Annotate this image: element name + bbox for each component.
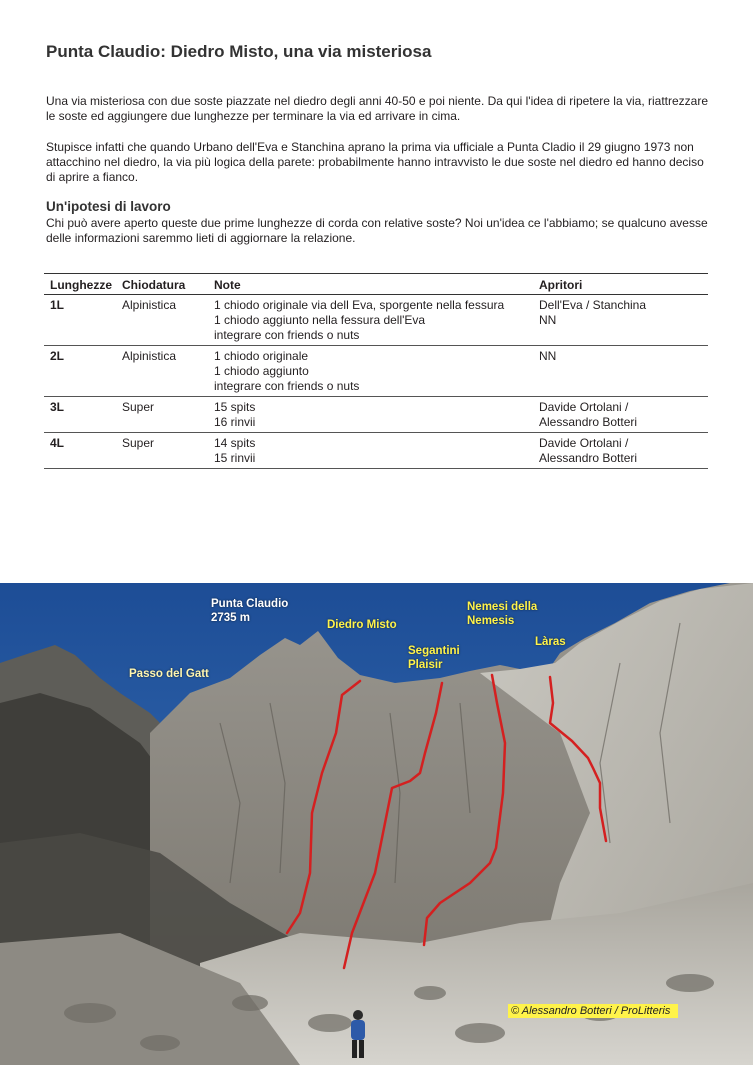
label-nemesi-line-2: Nemesis (467, 615, 515, 627)
route-topo-photo (0, 583, 753, 1065)
opener-line: Davide Ortolani / (539, 400, 629, 414)
table-header-row (44, 274, 708, 295)
intro-paragraph-2: Stupisce infatti che quando Urbano dell'Eva e Stanchina aprano la prima via ufficiale a Punta Cladio il 29 giugno 1973 non attacchino nel diedro, la via più logica della parete: probabilmente hanno intravvisto le due soste nel diedro ed hanno deciso di aprire a fianco. (46, 140, 704, 184)
header-openers: Apritori (533, 274, 708, 295)
opener-line: NN (539, 349, 557, 363)
opener-line: Davide Ortolani / (539, 436, 629, 450)
opener-line: NN (539, 313, 557, 327)
note-line: 1 chiodo aggiunto (214, 364, 309, 378)
pitch-length: 4L (44, 433, 116, 469)
pitch-openers (533, 346, 708, 397)
note-line: 1 chiodo aggiunto nella fessura dell'Eva (214, 313, 426, 327)
label-passo-del-gatt: Passo del Gatt (129, 668, 209, 680)
note-line: integrare con friends o nuts (214, 328, 360, 342)
note-line: 15 rinvii (214, 451, 256, 465)
pitch-notes (208, 346, 533, 397)
intro-paragraph-1: Una via misteriosa con due soste piazzate nel diedro degli anni 40-50 e poi niente. Da qui l'idea di ripetere la via, riattrezzare le soste ed aggiungere due lunghezze per terminare la via ed arrivare in cima. (46, 94, 709, 123)
table-row (44, 433, 708, 469)
pitch-notes (208, 397, 533, 433)
header-protection: Chiodatura (116, 274, 208, 295)
opener-line: Alessandro Botteri (539, 451, 638, 465)
header-lengths: Lunghezze (44, 274, 116, 295)
label-segantini-line-1: Segantini (408, 645, 460, 657)
header-notes: Note (208, 274, 533, 295)
pitch-openers (533, 397, 708, 433)
table-row (44, 346, 708, 397)
label-nemesi (467, 600, 537, 628)
pitch-openers (533, 433, 708, 469)
mountain-illustration (0, 583, 753, 1065)
photo-credit: © Alessandro Botteri / ProLitteris (508, 1004, 678, 1018)
label-segantini-plaisir (408, 644, 460, 672)
pitch-protection: Super (116, 397, 208, 433)
table-row (44, 295, 708, 346)
note-line: 14 spits (214, 436, 256, 450)
table-row (44, 397, 708, 433)
label-laras: Làras (535, 636, 566, 648)
opener-line: Dell'Eva / Stanchina (539, 298, 647, 312)
note-line: 15 spits (214, 400, 256, 414)
pitch-table (44, 273, 708, 469)
label-nemesi-line-1: Nemesi della (467, 601, 538, 613)
pitch-notes (208, 295, 533, 346)
summit-name: Punta Claudio (211, 598, 289, 610)
section-title: Un'ipotesi di lavoro (46, 199, 171, 214)
pitch-protection: Super (116, 433, 208, 469)
summit-altitude: 2735 m (211, 612, 251, 624)
note-line: 1 chiodo originale (214, 349, 309, 363)
note-line: integrare con friends o nuts (214, 379, 360, 393)
label-segantini-line-2: Plaisir (408, 659, 443, 671)
note-line: 1 chiodo originale via dell Eva, sporgente nella fessura (214, 298, 505, 312)
pitch-length: 1L (44, 295, 116, 346)
pitch-protection: Alpinistica (116, 295, 208, 346)
pitch-length: 3L (44, 397, 116, 433)
pitch-openers (533, 295, 708, 346)
label-diedro-misto: Diedro Misto (327, 619, 397, 631)
opener-line: Alessandro Botteri (539, 415, 638, 429)
page-title: Punta Claudio: Diedro Misto, una via misteriosa (46, 42, 432, 61)
summit-label (211, 597, 288, 625)
pitch-length: 2L (44, 346, 116, 397)
pitch-protection: Alpinistica (116, 346, 208, 397)
pitch-notes (208, 433, 533, 469)
note-line: 16 rinvii (214, 415, 256, 429)
section-paragraph: Chi può avere aperto queste due prime lunghezze di corda con relative soste? Noi un'idea ce l'abbiamo; se qualcuno avesse delle informazioni saremmo lieti di aggiornare la relazione. (46, 216, 708, 245)
